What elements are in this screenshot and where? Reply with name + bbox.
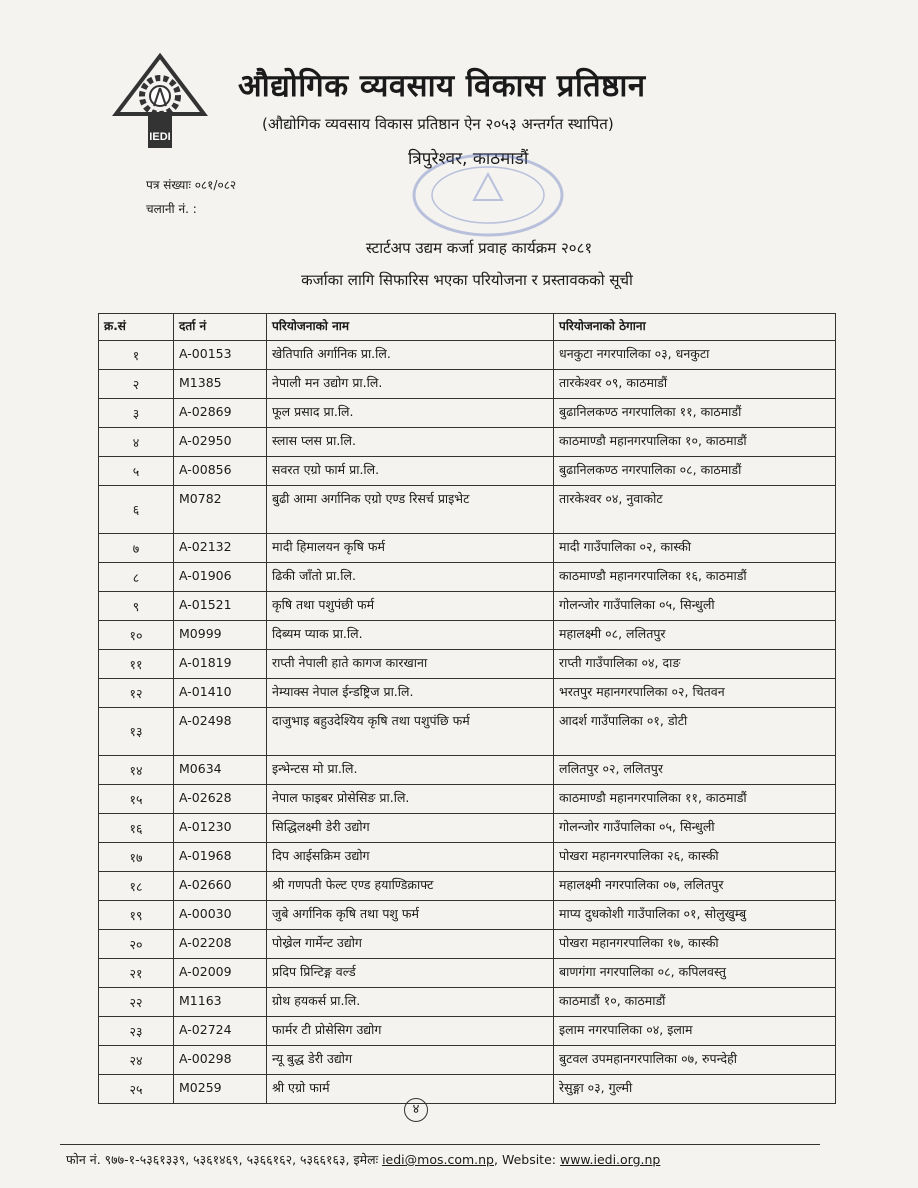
project-name-cell: पोख्रेल गार्मेन्ट उद्योग — [267, 930, 554, 959]
table-row — [99, 592, 836, 621]
table-row — [99, 457, 836, 486]
website-link[interactable]: www.iedi.org.np — [559, 1152, 661, 1167]
serial-cell: २४ — [99, 1046, 174, 1075]
serial-cell: २३ — [99, 1017, 174, 1046]
project-address-cell: महालक्ष्मी ०८, ललितपुर — [554, 621, 836, 650]
table-body — [99, 341, 836, 1104]
project-address-cell: महालक्ष्मी नगरपालिका ०७, ललितपुर — [554, 872, 836, 901]
header-project-address: परियोजनाको ठेगाना — [554, 314, 836, 341]
page-number: ४ — [404, 1098, 428, 1122]
logo-text: IEDI — [149, 131, 171, 143]
project-name-cell: इन्भेन्टस मो प्रा.लि. — [267, 756, 554, 785]
project-name-cell: ढिकी जाँतो प्रा.लि. — [267, 563, 554, 592]
project-name-cell: दिब्यम प्याक प्रा.लि. — [267, 621, 554, 650]
project-address-cell: तारकेश्वर ०४, नुवाकोट — [554, 486, 836, 534]
office-stamp-icon — [408, 150, 568, 240]
project-address-cell: काठमाण्डौ महानगरपालिका १०, काठमाडौं — [554, 428, 836, 457]
org-address: त्रिपुरेश्वर, काठमाडौं — [408, 149, 529, 169]
project-address-cell: बुटवल उपमहानगरपालिका ०७, रुपन्देही — [554, 1046, 836, 1075]
table-row — [99, 679, 836, 708]
project-name-cell: सिद्धिलक्ष्मी डेरी उद्योग — [267, 814, 554, 843]
project-name-cell: नेपाल फाइबर प्रोसेसिङ प्रा.लि. — [267, 785, 554, 814]
registration-cell: A-01521 — [174, 592, 267, 621]
registration-cell: A-02628 — [174, 785, 267, 814]
project-name-cell: फूल प्रसाद प्रा.लि. — [267, 399, 554, 428]
project-address-cell: इलाम नगरपालिका ०४, इलाम — [554, 1017, 836, 1046]
project-address-cell: बाणगंगा नगरपालिका ०८, कपिलवस्तु — [554, 959, 836, 988]
serial-cell: ९ — [99, 592, 174, 621]
project-name-cell: दिप आईसक्रिम उद्योग — [267, 843, 554, 872]
org-name: औद्योगिक व्यवसाय विकास प्रतिष्ठान — [238, 68, 646, 104]
table-row — [99, 901, 836, 930]
registration-cell: M1163 — [174, 988, 267, 1017]
table-row — [99, 534, 836, 563]
document-title: स्टार्टअप उद्यम कर्जा प्रवाह कार्यक्रम २०८१ — [365, 239, 593, 257]
registration-cell: M0782 — [174, 486, 267, 534]
serial-cell: १ — [99, 341, 174, 370]
project-name-cell: खेतिपाति अर्गानिक प्रा.लि. — [267, 341, 554, 370]
table-row — [99, 1017, 836, 1046]
project-address-cell: मादी गाउँपालिका ०२, कास्की — [554, 534, 836, 563]
project-name-cell: प्रदिप प्रिन्टिङ्ग वर्ल्ड — [267, 959, 554, 988]
table-row — [99, 708, 836, 756]
project-address-cell: पोखरा महानगरपालिका १७, कास्की — [554, 930, 836, 959]
iedi-logo-icon — [112, 52, 208, 152]
registration-cell: A-02132 — [174, 534, 267, 563]
registration-cell: A-00030 — [174, 901, 267, 930]
table-row — [99, 563, 836, 592]
project-address-cell: बुढानिलकण्ठ नगरपालिका ०८, काठमाडौं — [554, 457, 836, 486]
table-row — [99, 341, 836, 370]
serial-cell: २५ — [99, 1075, 174, 1104]
serial-cell: ८ — [99, 563, 174, 592]
project-name-cell: बुढी आमा अर्गानिक एग्रो एण्ड रिसर्च प्राइभेट — [267, 486, 554, 534]
header-project-name: परियोजनाको नाम — [267, 314, 554, 341]
project-name-cell: स्लास प्लस प्रा.लि. — [267, 428, 554, 457]
table-header-row — [99, 314, 836, 341]
project-address-cell: राप्ती गाउँपालिका ०४, दाङ — [554, 650, 836, 679]
serial-cell: २ — [99, 370, 174, 399]
registration-cell: A-01819 — [174, 650, 267, 679]
project-name-cell: फार्मर टी प्रोसेसिग उद्योग — [267, 1017, 554, 1046]
registration-cell: M0259 — [174, 1075, 267, 1104]
serial-cell: १८ — [99, 872, 174, 901]
serial-cell: २१ — [99, 959, 174, 988]
footer-phone: फोन नं. ९७७-१-५३६१३३९, ५३६१४६९, ५३६६१६२, ५३६६१६३, इमेलः — [66, 1152, 379, 1167]
table-row — [99, 1046, 836, 1075]
serial-cell: १३ — [99, 708, 174, 756]
table-row — [99, 843, 836, 872]
table-row — [99, 1075, 836, 1104]
table-row — [99, 785, 836, 814]
email-link[interactable]: iedi@mos.com.np — [382, 1152, 494, 1167]
project-address-cell: रेसुङ्गा ०३, गुल्मी — [554, 1075, 836, 1104]
project-address-cell: पोखरा महानगरपालिका २६, कास्की — [554, 843, 836, 872]
project-name-cell: नेपाली मन उद्योग प्रा.लि. — [267, 370, 554, 399]
serial-cell: १७ — [99, 843, 174, 872]
project-address-cell: गोलन्जोर गाउँपालिका ०५, सिन्धुली — [554, 592, 836, 621]
registration-cell: A-01906 — [174, 563, 267, 592]
project-address-cell: काठमाण्डौ महानगरपालिका १६, काठमाडौं — [554, 563, 836, 592]
registration-cell: A-02724 — [174, 1017, 267, 1046]
project-name-cell: मादी हिमालयन कृषि फर्म — [267, 534, 554, 563]
footer-website-label: , Website: — [494, 1152, 556, 1167]
registration-cell: A-02869 — [174, 399, 267, 428]
serial-cell: २२ — [99, 988, 174, 1017]
letter-number: पत्र संख्याः ०८१/०८२ — [146, 178, 237, 192]
table-row — [99, 756, 836, 785]
org-subtitle: (औद्योगिक व्यवसाय विकास प्रतिष्ठान ऐन २०५३ अन्तर्गत स्थापित) — [262, 115, 614, 133]
serial-cell: १४ — [99, 756, 174, 785]
registration-cell: M1385 — [174, 370, 267, 399]
project-address-cell: बुढानिलकण्ठ नगरपालिका ११, काठमाडौं — [554, 399, 836, 428]
project-address-cell: आदर्श गाउँपालिका ०१, डोटी — [554, 708, 836, 756]
serial-cell: १२ — [99, 679, 174, 708]
registration-cell: A-01230 — [174, 814, 267, 843]
project-address-cell: काठमाण्डौ महानगरपालिका ११, काठमाडौं — [554, 785, 836, 814]
serial-cell: ७ — [99, 534, 174, 563]
registration-cell: A-00856 — [174, 457, 267, 486]
project-name-cell: राप्ती नेपाली हाते कागज कारखाना — [267, 650, 554, 679]
registration-cell: A-01410 — [174, 679, 267, 708]
table-row — [99, 988, 836, 1017]
project-address-cell: तारकेश्वर ०९, काठमाडौं — [554, 370, 836, 399]
serial-cell: ६ — [99, 486, 174, 534]
serial-cell: ४ — [99, 428, 174, 457]
project-address-cell: धनकुटा नगरपालिका ०३, धनकुटा — [554, 341, 836, 370]
registration-cell: A-02660 — [174, 872, 267, 901]
serial-cell: ११ — [99, 650, 174, 679]
table-row — [99, 621, 836, 650]
project-address-cell: काठमाडौं १०, काठमाडौं — [554, 988, 836, 1017]
table-row — [99, 428, 836, 457]
serial-cell: ५ — [99, 457, 174, 486]
registration-cell: A-00153 — [174, 341, 267, 370]
serial-cell: २० — [99, 930, 174, 959]
serial-cell: ३ — [99, 399, 174, 428]
project-address-cell: गोलन्जोर गाउँपालिका ०५, सिन्धुली — [554, 814, 836, 843]
registration-cell: A-02498 — [174, 708, 267, 756]
project-name-cell: दाजुभाइ बहुउदेश्यिय कृषि तथा पशुपंछि फर्म — [267, 708, 554, 756]
table-row — [99, 930, 836, 959]
dispatch-number: चलानी नं. : — [146, 202, 197, 216]
table-row — [99, 872, 836, 901]
registration-cell: A-02208 — [174, 930, 267, 959]
project-name-cell: जुबे अर्गानिक कृषि तथा पशु फर्म — [267, 901, 554, 930]
registration-cell: M0634 — [174, 756, 267, 785]
header-serial: क्र.सं — [99, 314, 174, 341]
project-name-cell: कृषि तथा पशुपंछी फर्म — [267, 592, 554, 621]
registration-cell: A-02009 — [174, 959, 267, 988]
project-name-cell: सवरत एग्रो फार्म प्रा.लि. — [267, 457, 554, 486]
registration-cell: A-00298 — [174, 1046, 267, 1075]
registration-cell: M0999 — [174, 621, 267, 650]
registration-cell: A-02950 — [174, 428, 267, 457]
project-name-cell: श्री गणपती फेल्ट एण्ड हयाण्डिक्राफ्ट — [267, 872, 554, 901]
table-row — [99, 814, 836, 843]
table-row — [99, 399, 836, 428]
serial-cell: १९ — [99, 901, 174, 930]
project-name-cell: ग्रोथ हयकर्स प्रा.लि. — [267, 988, 554, 1017]
serial-cell: १६ — [99, 814, 174, 843]
project-name-cell: न्यू बुद्ध डेरी उद्योग — [267, 1046, 554, 1075]
serial-cell: १० — [99, 621, 174, 650]
table-row — [99, 486, 836, 534]
footer-contact — [66, 1151, 660, 1168]
footer-divider — [60, 1144, 820, 1145]
project-name-cell: श्री एग्रो फार्म — [267, 1075, 554, 1104]
table-row — [99, 370, 836, 399]
recommended-projects-table — [98, 313, 836, 1104]
table-row — [99, 959, 836, 988]
serial-cell: १५ — [99, 785, 174, 814]
header-registration: दर्ता नं — [174, 314, 267, 341]
document-subtitle: कर्जाका लागि सिफारिस भएका परियोजना र प्रस्तावकको सूची — [301, 271, 633, 289]
project-address-cell: ललितपुर ०२, ललितपुर — [554, 756, 836, 785]
table-row — [99, 650, 836, 679]
project-name-cell: नेम्याक्स नेपाल ईन्डष्ट्रिज प्रा.लि. — [267, 679, 554, 708]
registration-cell: A-01968 — [174, 843, 267, 872]
project-address-cell: भरतपुर महानगरपालिका ०२, चितवन — [554, 679, 836, 708]
project-address-cell: माप्य दुधकोशी गाउँपालिका ०१, सोलुखुम्बु — [554, 901, 836, 930]
